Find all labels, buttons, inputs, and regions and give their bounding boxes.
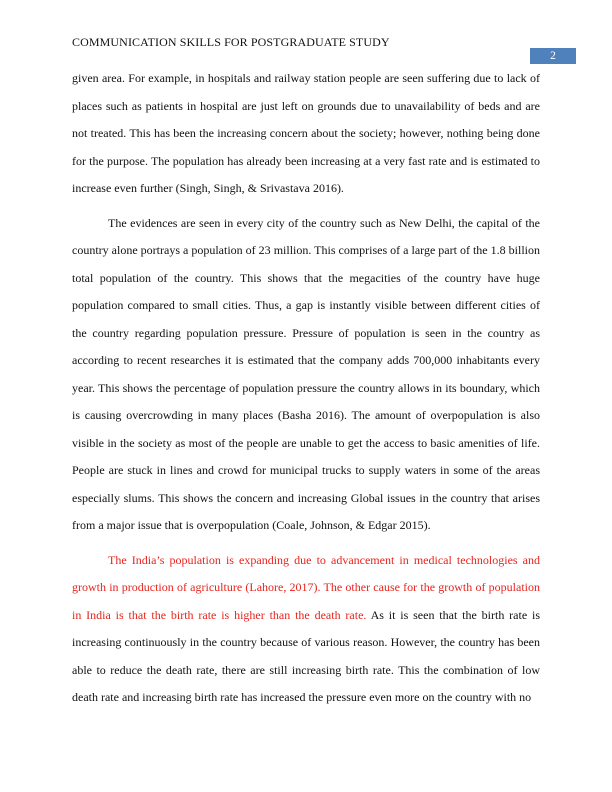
paragraph-3 bbox=[72, 547, 540, 712]
paragraph-3-text: As it is seen that the birth rate is increasing continuously in the country because of various reason. However, the country has been able to reduce the death rate, there are still increasing birth rate. This the combination of low death rate and increasing birth rate has increased the pressure even more on the country with no bbox=[72, 607, 540, 704]
document-body bbox=[72, 65, 540, 719]
paragraph-2: The evidences are seen in every city of the country such as New Delhi, the capital of the country alone portrays a population of 23 million. This comprises of a large part of the 1.8 billion total population of the country. This shows that the megacities of the country have huge population compared to small cities. Thus, a gap is instantly visible between different cities of the country regarding population pressure. Pressure of population is seen in the country as according to recent researches it is estimated that the company adds 700,000 inhabitants every year. This shows the percentage of population pressure the country allows in its boundary, which is causing overcrowding in many places (Basha 2016). The amount of overpopulation is also visible in the society as most of the people are unable to get the access to basic amenities of life. People are stuck in lines and crowd for municipal trucks to supply waters in some of the areas especially slums. This shows the concern and increasing Global issues in the country that arises from a major issue that is overpopulation (Coale, Johnson, & Edgar 2015). bbox=[72, 215, 540, 532]
page-number-badge: 2 bbox=[530, 48, 576, 64]
paragraph-1: given area. For example, in hospitals and railway station people are seen suffering due to lack of places such as patients in hospital are just left on grounds due to unavailability of beds and are not treated. This has been the increasing concern about the society; however, nothing being done for the purpose. The population has already been increasing at a very fast rate and is estimated to increase even further (Singh, Singh, & Srivastava 2016). bbox=[72, 71, 540, 195]
highlighted-text: The India’s population is expanding due to advancement in medical technologies and growth in production of agriculture (Lahore, 2017). The other cause for the growth of population in India is that the birth rate is higher than the death rate. bbox=[72, 552, 540, 622]
running-header: COMMUNICATION SKILLS FOR POSTGRADUATE STUDY bbox=[72, 35, 390, 49]
